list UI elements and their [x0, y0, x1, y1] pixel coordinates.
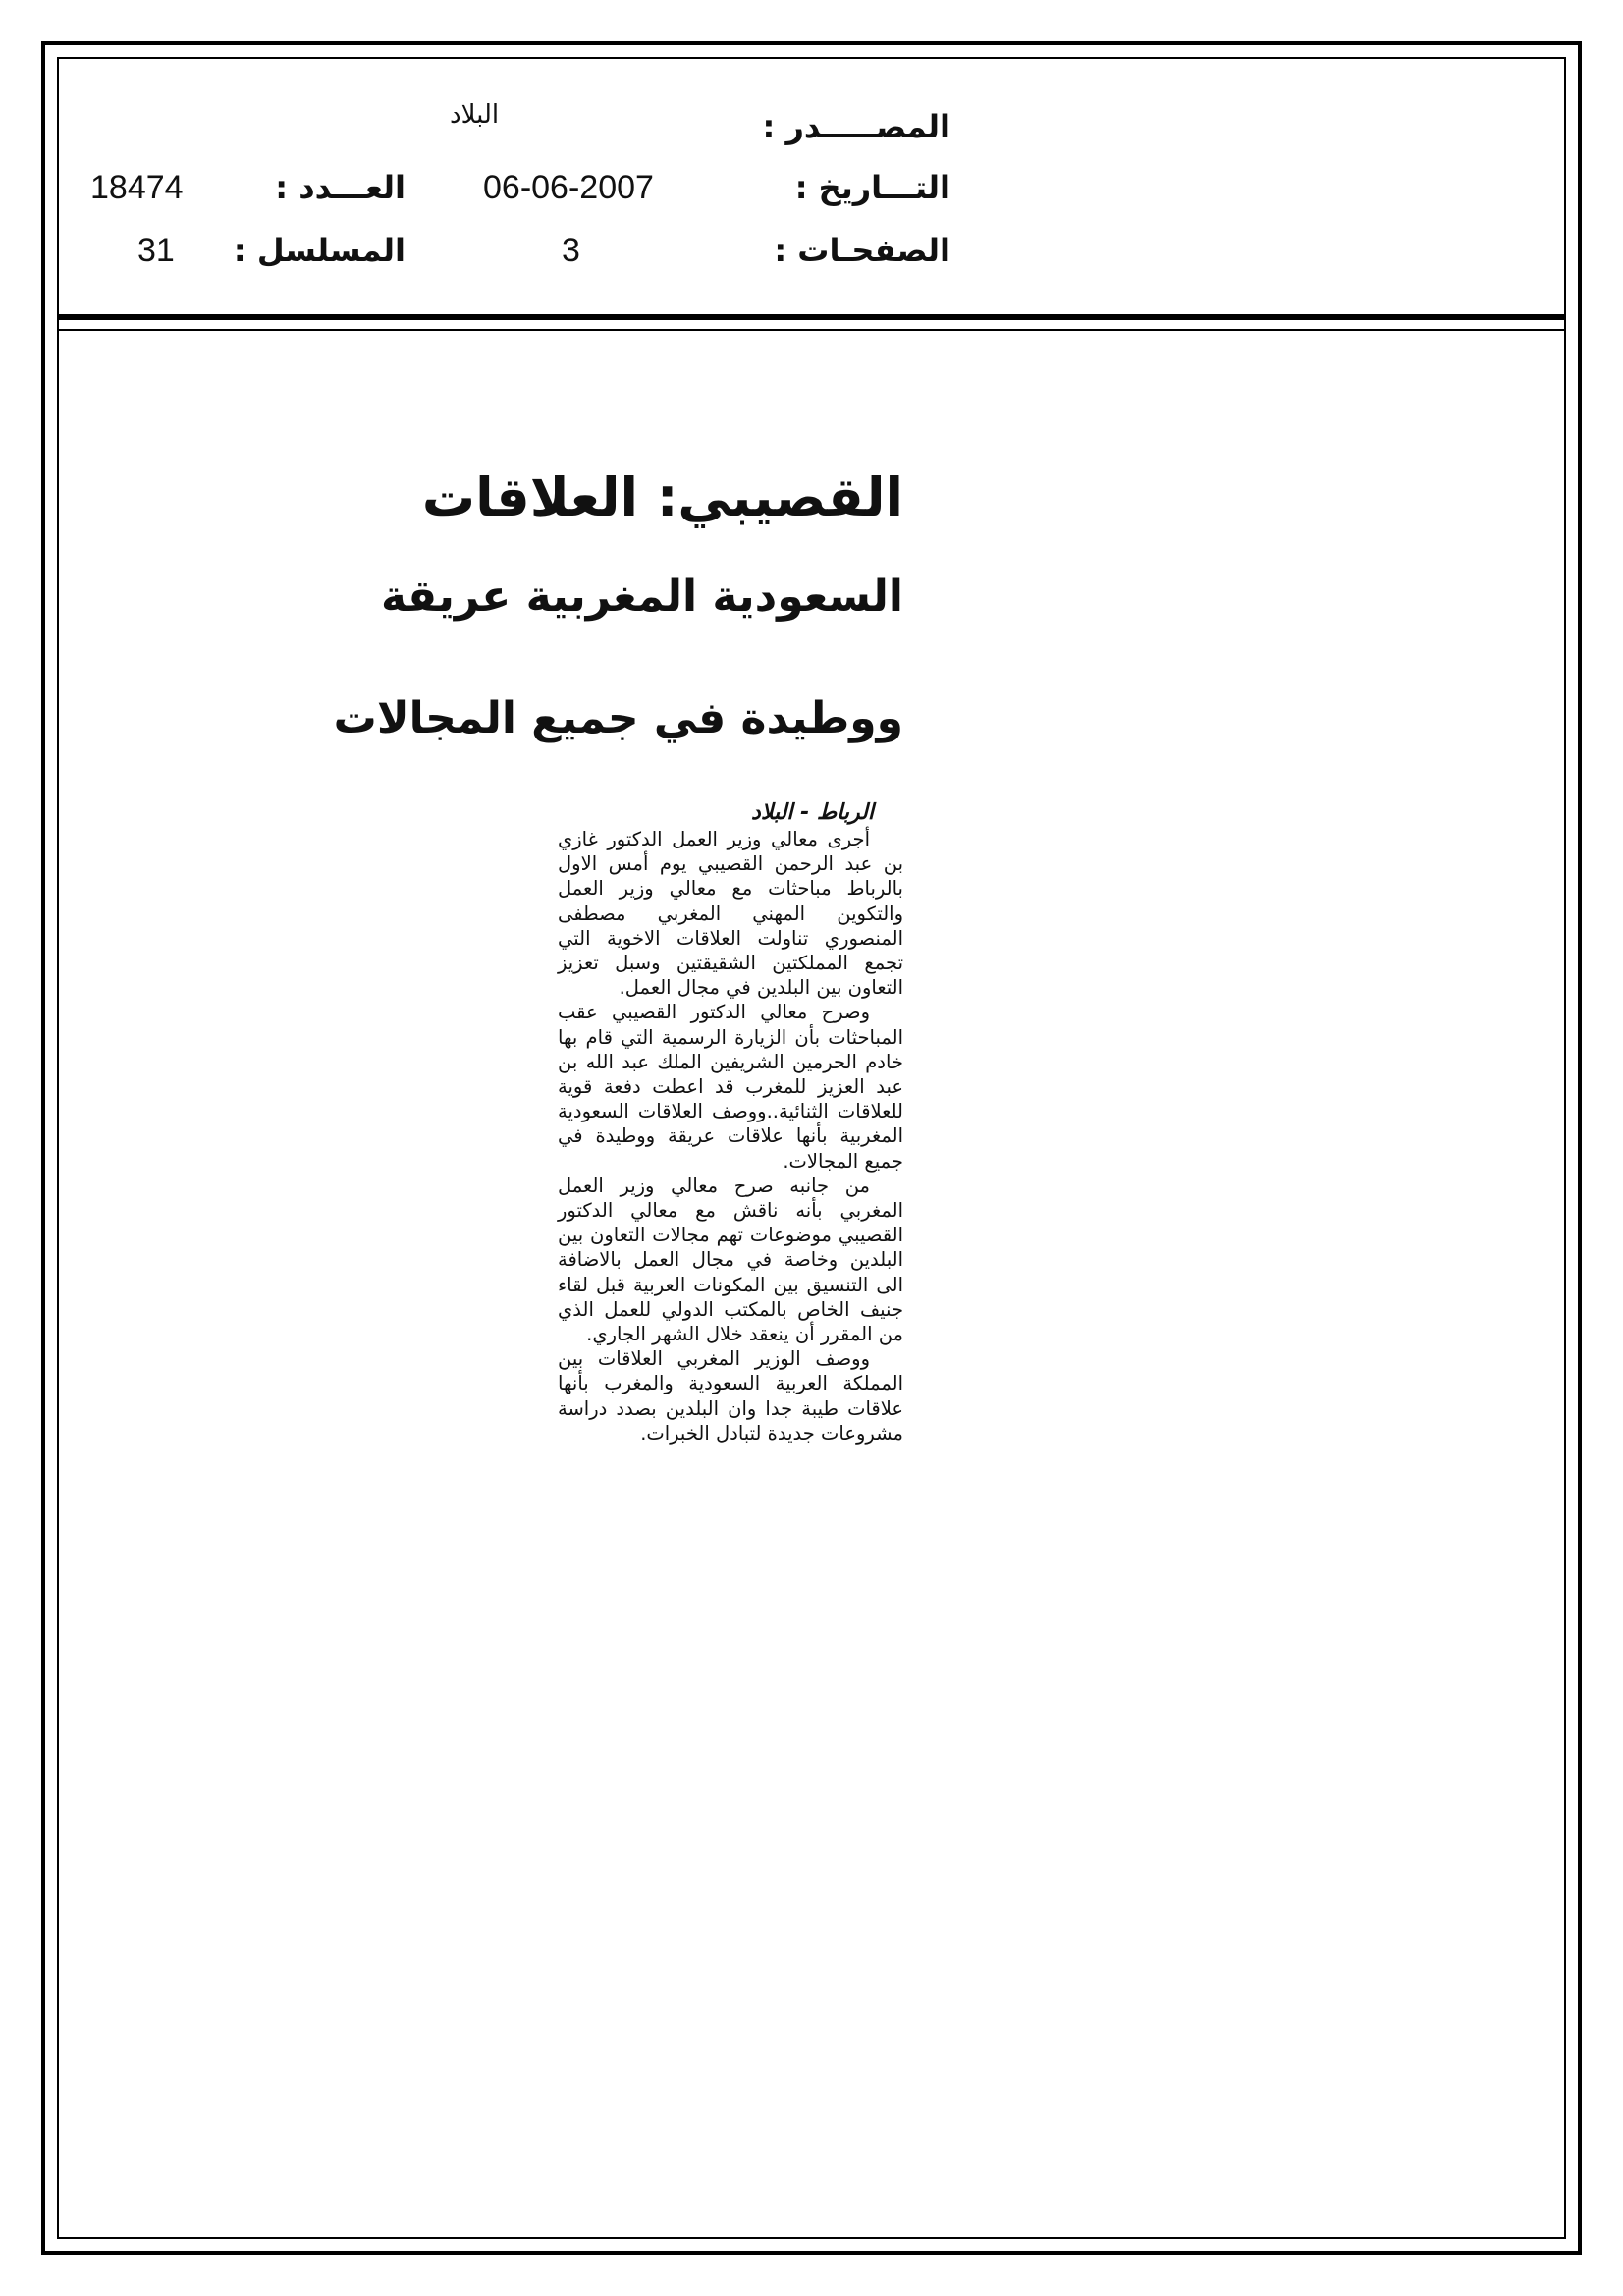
issue-value: 18474	[90, 169, 184, 206]
source-value: البلاد	[450, 100, 500, 130]
article-paragraph: أجرى معالي وزير العمل الدكتور غازي بن عبد الرحمن القصيبي يوم أمس الاول بالرباط مباحثات مع معالي وزير العمل والتكوين المهني المغربي مصطفى المنصوري تناولت العلاقات الاخوية التي تجمع المملكتين الشقيقتين وسبل تعزيز التعاون بين البلدين في مجال العمل.	[558, 828, 903, 1000]
serial-label: المسلسل :	[233, 232, 406, 269]
pages-value: 3	[562, 232, 580, 269]
article-paragraph: وصرح معالي الدكتور القصيبي عقب المباحثات بأن الزيارة الرسمية التي قام بها خادم الحرمين الشريفين الملك عبد الله بن عبد العزيز للمغرب قد اعطت دفعة قوية للعلاقات الثنائية..ووصف العلاقات السعودية المغربية بأنها علاقات عريقة ووطيدة في جميع المجالات.	[558, 1001, 903, 1173]
article-paragraph: من جانبه صرح معالي وزير العمل المغربي بأنه ناقش مع معالي الدكتور القصيبي موضوعات تهم مجالات التعاون بين البلدين وخاصة في مجال العمل بالاضافة الى التنسيق بين المكونات العربية قبل لقاء جنيف الخاص بالمكتب الدولي للعمل الذي من المقرر أن ينعقد خلال الشهر الجاري.	[558, 1174, 903, 1346]
source-label: المصـــــدر :	[762, 108, 950, 145]
date-value: 06-06-2007	[483, 169, 654, 206]
date-label: التـــاريخ :	[794, 169, 950, 206]
header-divider	[57, 314, 1566, 320]
serial-value: 31	[137, 232, 175, 269]
dateline: الرباط - البلاد	[751, 800, 874, 825]
article-paragraph: ووصف الوزير المغربي العلاقات بين المملكة العربية السعودية والمغرب بأنها علاقات طيبة جدا وان البلدين بصدد دراسة مشروعات جديدة لتبادل الخبرات.	[558, 1347, 903, 1445]
headline-line-1: القصيبي: العلاقات	[421, 466, 903, 528]
pages-label: الصفحـات :	[774, 232, 950, 269]
headline-line-2: السعودية المغربية عريقة	[381, 572, 903, 622]
header-divider-thin	[57, 329, 1566, 331]
headline-line-3: ووطيدة في جميع المجالات	[333, 693, 903, 743]
article-body	[558, 827, 903, 1446]
issue-label: العـــدد :	[275, 169, 406, 206]
